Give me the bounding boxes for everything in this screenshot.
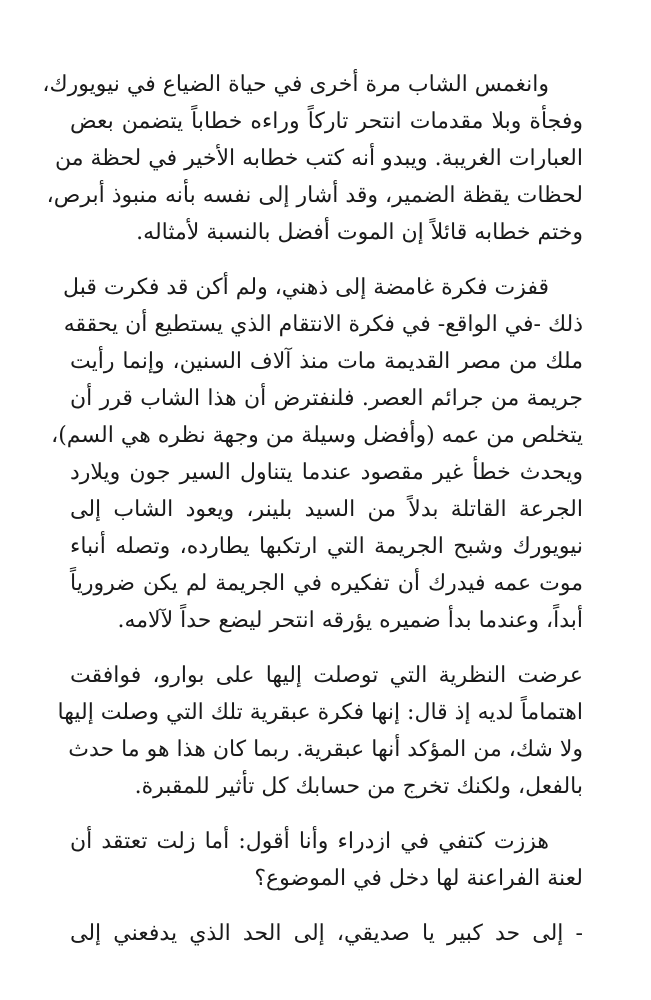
text-line: موت عمه فيدرك أن تفكيره في الجريمة لم يكن ضرورياً xyxy=(70,571,583,596)
paragraph-1 xyxy=(42,66,583,251)
text-line: ولا شك، من المؤكد أنها عبقرية. ربما كان هذا هو ما حدث xyxy=(68,737,583,762)
text-line: بالفعل، ولكنك تخرج من حسابك كل تأثير للمقبرة. xyxy=(134,774,583,799)
text-line: جريمة من جرائم العصر. فلنفترض أن هذا الشاب قرر أن xyxy=(70,386,583,411)
text-line: وفجأة وبلا مقدمات انتحر تاركاً وراءه خطاباً يتضمن بعض xyxy=(70,109,583,134)
text-line: الجرعة القاتلة بدلاً من السيد بلينر، ويعود الشاب إلى xyxy=(70,497,583,522)
text-line: وانغمس الشاب مرة أخرى في حياة الضياع في نيويورك، xyxy=(42,72,549,97)
text-line: هززت كتفي في ازدراء وأنا أقول: أما زلت تعتقد أن xyxy=(70,829,549,854)
text-line: ملك من مصر القديمة مات منذ آلاف السنين، وإنما رأيت xyxy=(70,349,583,374)
text-line: وختم خطابه قائلاً إن الموت أفضل بالنسبة لأمثاله. xyxy=(136,220,583,245)
text-line: نيويورك وشبح الجريمة التي ارتكبها يطارده، وتصله أنباء xyxy=(70,534,583,559)
text-line: عرضت النظرية التي توصلت إليها على بوارو، فوافقت xyxy=(70,663,583,688)
text-line: ويحدث خطأ غير مقصود عندما يتناول السير جون ويلارد xyxy=(70,460,583,485)
text-line: يتخلص من عمه (وأفضل وسيلة من وجهة نظره هي السم)، xyxy=(51,423,583,448)
text-line: ذلك -في الواقع- في فكرة الانتقام الذي يستطيع أن يحققه xyxy=(63,312,583,337)
text-line: العبارات الغريبة. ويبدو أنه كتب خطابه الأخير في لحظة من xyxy=(54,146,583,171)
paragraph-5 xyxy=(70,915,583,952)
paragraph-2 xyxy=(51,269,583,639)
text-line: قفزت فكرة غامضة إلى ذهني، ولم أكن قد فكرت قبل xyxy=(63,275,549,300)
paragraph-3 xyxy=(57,657,583,805)
text-line: لحظات يقظة الضمير، وقد أشار إلى نفسه بأنه منبوذ أبرص، xyxy=(46,183,583,208)
paragraph-4 xyxy=(70,823,583,897)
text-line: لعنة الفراعنة لها دخل في الموضوع؟ xyxy=(254,866,583,891)
text-line: أبداً، وعندما بدأ ضميره يؤرقه انتحر ليضع حداً لآلامه. xyxy=(117,608,583,633)
text-line: اهتماماً لديه إذ قال: إنها فكرة عبقرية تلك التي وصلت إليها xyxy=(57,700,583,725)
text-line: - إلى حد كبير يا صديقي، إلى الحد الذي يدفعني إلى xyxy=(70,921,583,946)
